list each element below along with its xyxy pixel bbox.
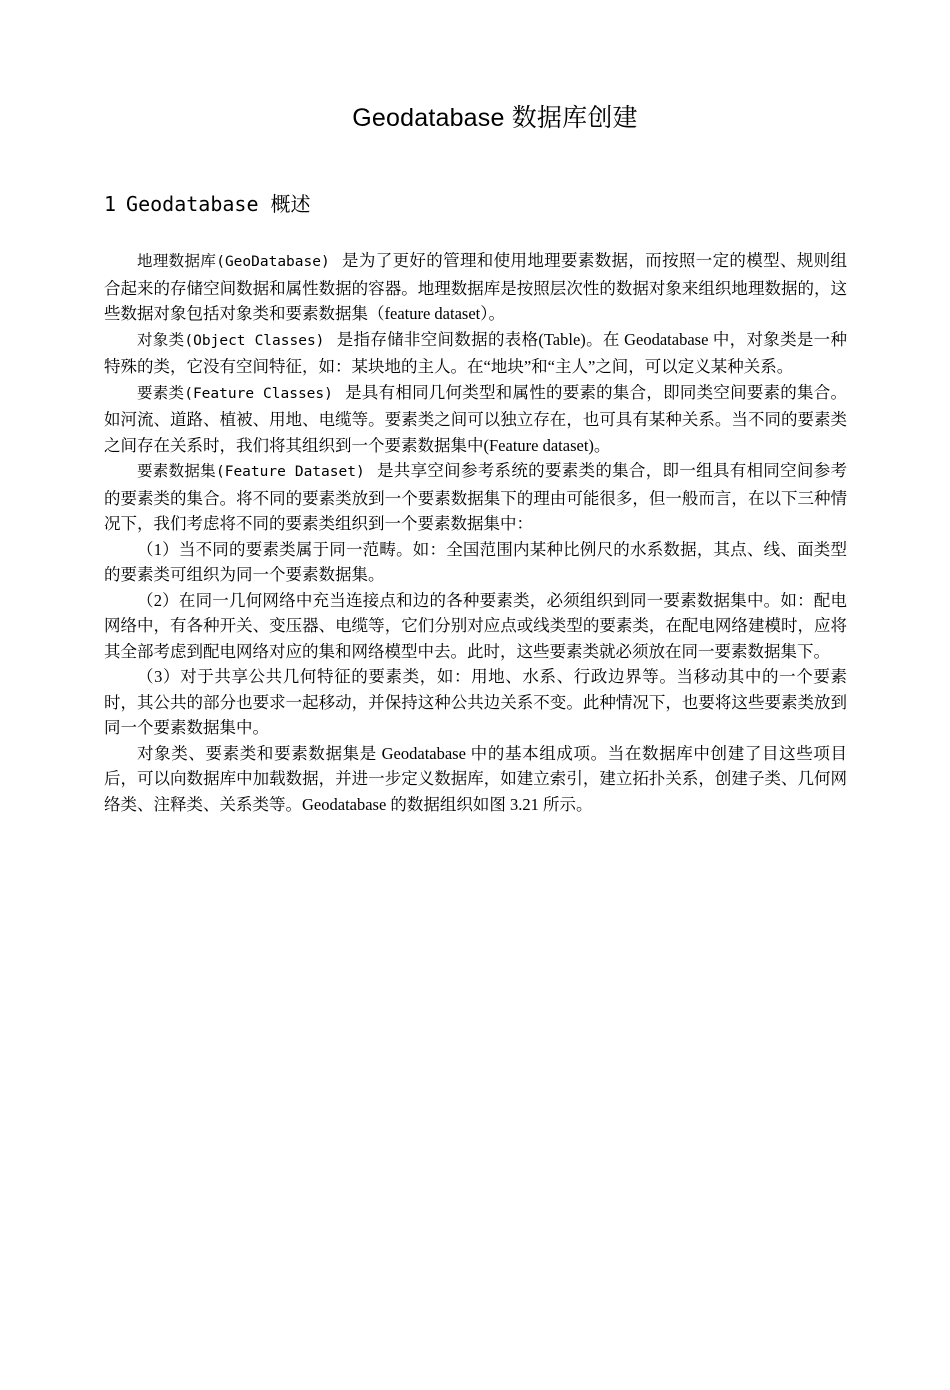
term-english: (Object Classes)	[184, 332, 325, 349]
paragraph-text: 是共享空间参考系统的要素类的集合，即一组具有相同空间参考的要素类的集合。将不同的要素类放到一个要素数据集下的理由可能很多，但一般而言，在以下三种情况下，我们考虑将不同的要素类组织到一个要素数据集中：	[104, 461, 847, 533]
term-label: 对象类	[137, 330, 185, 349]
paragraph-summary	[104, 741, 847, 818]
document-body	[104, 248, 847, 817]
term-label: 要素类	[137, 383, 185, 402]
paragraph-geodatabase	[104, 248, 847, 327]
paragraph-text: （1）当不同的要素类属于同一范畴。如：全国范围内某种比例尺的水系数据，其点、线、面类型的要素类可组织为同一个要素数据集。	[104, 539, 847, 584]
term-english: (Feature Dataset)	[215, 464, 365, 480]
term-english: (GeoDatabase)	[216, 254, 330, 270]
paragraph-feature-dataset	[104, 458, 847, 537]
paragraph-object-classes	[104, 327, 847, 380]
paragraph-text: （2）在同一几何网络中充当连接点和边的各种要素类，必须组织到同一要素数据集中。如：配电网络中，有各种开关、变压器、电缆等，它们分别对应点或线类型的要素类，在配电网络建模时，应将其全部考虑到配电网络对应的集和网络模型中去。此时，这些要素类就必须放在同一要素数据集下。	[104, 590, 847, 661]
section-heading-text: Geodatabase 概述	[126, 192, 311, 216]
term-english: (Feature Classes)	[184, 385, 333, 402]
paragraph-text: 是指存储非空间数据的表格(Table)。在 Geodatabase 中，对象类是一种特殊的类，它没有空间特征，如：某块地的主人。在“地块”和“主人”之间，可以定义某种关系。	[104, 329, 847, 376]
paragraph-text: 是为了更好的管理和使用地理要素数据，而按照一定的模型、规则组合起来的存储空间数据和属性数据的容器。地理数据库是按照层次性的数据对象来组织地理数据的，这些数据对象包括对象类和要素数据集（feature dataset）。	[104, 251, 847, 323]
term-label: 地理数据库	[137, 252, 217, 270]
paragraph-feature-classes	[104, 380, 847, 459]
paragraph-text: 是具有相同几何类型和属性的要素的集合，即同类空间要素的集合。如河流、道路、植被、用地、电缆等。要素类之间可以独立存在，也可具有某种关系。当不同的要素类之间存在关系时，我们将其组织到一个要素数据集中(Feature dataset)。	[104, 382, 848, 455]
page-title: Geodatabase 数据库创建	[352, 104, 638, 132]
paragraph-text: 对象类、要素类和要素数据集是 Geodatabase 中的基本组成项。当在数据库中创建了目这些项目后，可以向数据库中加载数据，并进一步定义数据库，如建立索引，建立拓扑关系，创建子类、几何网络类、注释类、关系类等。Geodatabase 的数据组织如图 3.21 所示。	[104, 743, 847, 814]
paragraph-text: （3）对于共享公共几何特征的要素类，如：用地、水系、行政边界等。当移动其中的一个要素时，其公共的部分也要求一起移动，并保持这种公共边关系不变。此种情况下，也要将这些要素类放到同一个要素数据集中。	[104, 667, 847, 737]
term-label: 要素数据集	[137, 462, 216, 480]
paragraph-case-3	[104, 664, 847, 741]
section-heading	[104, 188, 311, 217]
paragraph-case-1	[104, 537, 847, 588]
paragraph-case-2	[104, 588, 847, 665]
section-number: 1	[104, 192, 117, 216]
